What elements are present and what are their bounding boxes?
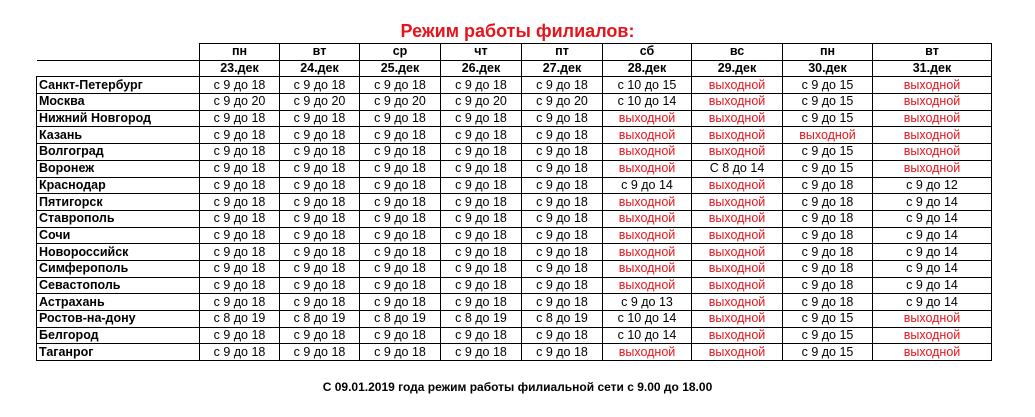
date-header: 25.дек <box>360 60 441 77</box>
working-hours-cell: с 9 до 15 <box>783 311 873 328</box>
working-hours-cell: с 9 до 14 <box>873 277 992 294</box>
day-off-cell: выходной <box>603 127 692 144</box>
date-header: 23.дек <box>200 60 280 77</box>
day-off-cell: выходной <box>603 160 692 177</box>
day-off-cell: выходной <box>603 194 692 211</box>
working-hours-cell: с 9 до 18 <box>200 177 280 194</box>
table-row <box>37 110 992 127</box>
working-hours-cell: с 9 до 18 <box>280 294 360 311</box>
day-of-week-header: чт <box>441 44 522 61</box>
table-row <box>37 77 992 94</box>
working-hours-cell: с 9 до 18 <box>200 110 280 127</box>
working-hours-cell: с 9 до 18 <box>441 144 522 161</box>
working-hours-cell: с 9 до 14 <box>873 227 992 244</box>
working-hours-cell: с 9 до 18 <box>200 227 280 244</box>
working-hours-cell: с 9 до 20 <box>360 94 441 111</box>
day-of-week-header: вт <box>280 44 360 61</box>
working-hours-cell: с 9 до 18 <box>200 244 280 261</box>
working-hours-cell: с 9 до 18 <box>360 194 441 211</box>
working-hours-cell: с 8 до 19 <box>522 311 603 328</box>
working-hours-cell: с 9 до 18 <box>200 294 280 311</box>
branch-name: Ставрополь <box>37 210 200 227</box>
working-hours-cell: с 9 до 14 <box>873 244 992 261</box>
working-hours-cell: с 9 до 18 <box>522 177 603 194</box>
working-hours-cell: с 10 до 14 <box>603 327 692 344</box>
working-hours-cell: с 9 до 18 <box>441 327 522 344</box>
working-hours-cell: с 9 до 14 <box>873 260 992 277</box>
working-hours-cell: с 9 до 18 <box>783 294 873 311</box>
day-off-cell: выходной <box>692 77 783 94</box>
working-hours-cell: с 9 до 18 <box>441 260 522 277</box>
working-hours-cell: с 9 до 18 <box>280 177 360 194</box>
working-hours-cell: с 9 до 18 <box>360 210 441 227</box>
working-hours-cell: с 9 до 18 <box>280 244 360 261</box>
working-hours-cell: с 9 до 18 <box>360 260 441 277</box>
working-hours-cell: с 9 до 18 <box>522 344 603 361</box>
footer-note: С 09.01.2019 года режим работы филиальной сети с 9.00 до 18.00 <box>322 380 713 394</box>
day-off-cell: выходной <box>603 244 692 261</box>
day-off-cell: выходной <box>783 127 873 144</box>
date-header: 28.дек <box>603 60 692 77</box>
working-hours-cell: с 9 до 18 <box>522 144 603 161</box>
day-off-cell: выходной <box>692 260 783 277</box>
working-hours-cell: с 9 до 18 <box>360 177 441 194</box>
day-of-week-header: пн <box>200 44 280 61</box>
working-hours-cell: с 9 до 15 <box>783 77 873 94</box>
day-off-cell: выходной <box>692 94 783 111</box>
working-hours-cell: с 9 до 18 <box>522 160 603 177</box>
working-hours-cell: с 9 до 15 <box>783 94 873 111</box>
working-hours-cell: с 8 до 19 <box>200 311 280 328</box>
day-of-week-header: пт <box>522 44 603 61</box>
working-hours-cell: с 9 до 18 <box>280 160 360 177</box>
day-off-cell: выходной <box>873 160 992 177</box>
branch-name: Таганрог <box>37 344 200 361</box>
working-hours-cell: с 8 до 19 <box>280 311 360 328</box>
working-hours-cell: с 9 до 18 <box>441 127 522 144</box>
table-row <box>37 177 992 194</box>
working-hours-cell: с 9 до 18 <box>200 144 280 161</box>
working-hours-cell: с 9 до 14 <box>603 177 692 194</box>
working-hours-cell: с 9 до 18 <box>200 160 280 177</box>
working-hours-cell: с 9 до 18 <box>441 194 522 211</box>
working-hours-cell: с 9 до 18 <box>522 227 603 244</box>
day-off-cell: выходной <box>692 144 783 161</box>
working-hours-cell: с 9 до 18 <box>360 160 441 177</box>
table-row <box>37 127 992 144</box>
header-corner <box>37 44 200 61</box>
working-hours-cell: с 9 до 18 <box>360 227 441 244</box>
working-hours-cell: с 9 до 18 <box>280 227 360 244</box>
working-hours-cell: с 9 до 18 <box>441 244 522 261</box>
working-hours-cell: с 9 до 18 <box>441 160 522 177</box>
table-row <box>37 294 992 311</box>
date-header: 24.дек <box>280 60 360 77</box>
date-header: 27.дек <box>522 60 603 77</box>
day-off-cell: выходной <box>873 110 992 127</box>
table-row <box>37 344 992 361</box>
day-off-cell: выходной <box>873 127 992 144</box>
working-hours-cell: с 9 до 18 <box>783 177 873 194</box>
day-off-cell: выходной <box>603 227 692 244</box>
branch-name: Ростов-на-дону <box>37 311 200 328</box>
working-hours-cell: с 9 до 20 <box>522 94 603 111</box>
day-of-week-header: вт <box>873 44 992 61</box>
table-row <box>37 311 992 328</box>
working-hours-cell: с 8 до 19 <box>441 311 522 328</box>
table-row <box>37 94 992 111</box>
working-hours-cell: с 9 до 18 <box>441 110 522 127</box>
working-hours-cell: с 9 до 18 <box>280 260 360 277</box>
working-hours-cell: с 9 до 18 <box>200 344 280 361</box>
day-off-cell: выходной <box>692 227 783 244</box>
day-off-cell: выходной <box>873 77 992 94</box>
date-header: 26.дек <box>441 60 522 77</box>
working-hours-cell: с 9 до 14 <box>873 210 992 227</box>
schedule-body <box>37 77 992 361</box>
day-off-cell: выходной <box>603 144 692 161</box>
working-hours-cell: с 9 до 15 <box>783 144 873 161</box>
working-hours-cell: с 9 до 15 <box>783 344 873 361</box>
working-hours-cell: с 9 до 18 <box>783 227 873 244</box>
table-row <box>37 260 992 277</box>
working-hours-cell: С 8 до 14 <box>692 160 783 177</box>
day-off-cell: выходной <box>692 127 783 144</box>
working-hours-cell: с 9 до 18 <box>280 110 360 127</box>
day-of-week-header: сб <box>603 44 692 61</box>
working-hours-cell: с 9 до 18 <box>522 77 603 94</box>
working-hours-cell: с 9 до 18 <box>522 194 603 211</box>
working-hours-cell: с 9 до 18 <box>360 294 441 311</box>
day-off-cell: выходной <box>873 311 992 328</box>
working-hours-cell: с 9 до 18 <box>783 277 873 294</box>
working-hours-cell: с 9 до 18 <box>280 77 360 94</box>
day-off-cell: выходной <box>603 210 692 227</box>
working-hours-cell: с 9 до 15 <box>783 110 873 127</box>
working-hours-cell: с 9 до 15 <box>783 160 873 177</box>
day-off-cell: выходной <box>692 110 783 127</box>
working-hours-cell: с 9 до 18 <box>280 127 360 144</box>
working-hours-cell: с 9 до 18 <box>522 244 603 261</box>
header-corner <box>37 60 200 77</box>
working-hours-cell: с 9 до 18 <box>783 210 873 227</box>
working-hours-cell: с 9 до 18 <box>360 77 441 94</box>
day-of-week-header: пн <box>783 44 873 61</box>
working-hours-cell: с 9 до 18 <box>360 110 441 127</box>
working-hours-cell: с 9 до 18 <box>280 194 360 211</box>
working-hours-cell: с 9 до 18 <box>522 260 603 277</box>
working-hours-cell: с 8 до 19 <box>360 311 441 328</box>
working-hours-cell: с 9 до 18 <box>200 127 280 144</box>
day-off-cell: выходной <box>873 344 992 361</box>
working-hours-cell: с 9 до 14 <box>873 294 992 311</box>
day-off-cell: выходной <box>692 311 783 328</box>
day-off-cell: выходной <box>692 327 783 344</box>
working-hours-cell: с 9 до 18 <box>441 227 522 244</box>
branch-name: Сочи <box>37 227 200 244</box>
schedule-table <box>36 43 992 361</box>
working-hours-cell: с 9 до 18 <box>360 127 441 144</box>
working-hours-cell: с 9 до 18 <box>441 277 522 294</box>
branch-name: Санкт-Петербург <box>37 77 200 94</box>
working-hours-cell: с 9 до 18 <box>522 110 603 127</box>
working-hours-cell: с 9 до 18 <box>200 327 280 344</box>
branch-name: Москва <box>37 94 200 111</box>
working-hours-cell: с 9 до 18 <box>360 327 441 344</box>
branch-name: Пятигорск <box>37 194 200 211</box>
day-off-cell: выходной <box>873 144 992 161</box>
page-title: Режим работы филиалов: <box>400 21 635 41</box>
working-hours-cell: с 9 до 18 <box>783 194 873 211</box>
header-row-dates <box>37 60 992 77</box>
table-row <box>37 244 992 261</box>
working-hours-cell: с 9 до 18 <box>360 244 441 261</box>
working-hours-cell: с 9 до 20 <box>200 94 280 111</box>
day-of-week-header: вс <box>692 44 783 61</box>
working-hours-cell: с 9 до 18 <box>522 294 603 311</box>
working-hours-cell: с 9 до 18 <box>522 327 603 344</box>
day-off-cell: выходной <box>603 277 692 294</box>
day-off-cell: выходной <box>692 244 783 261</box>
branch-name: Астрахань <box>37 294 200 311</box>
working-hours-cell: с 9 до 18 <box>200 194 280 211</box>
working-hours-cell: с 9 до 18 <box>280 144 360 161</box>
working-hours-cell: с 9 до 18 <box>280 327 360 344</box>
day-off-cell: выходной <box>692 194 783 211</box>
table-row <box>37 210 992 227</box>
table-row <box>37 144 992 161</box>
working-hours-cell: с 9 до 18 <box>280 277 360 294</box>
working-hours-cell: с 9 до 20 <box>441 94 522 111</box>
day-off-cell: выходной <box>692 294 783 311</box>
day-off-cell: выходной <box>692 344 783 361</box>
working-hours-cell: с 10 до 14 <box>603 94 692 111</box>
working-hours-cell: с 9 до 18 <box>360 277 441 294</box>
table-row <box>37 194 992 211</box>
working-hours-cell: с 9 до 14 <box>873 194 992 211</box>
branch-name: Новороссийск <box>37 244 200 261</box>
working-hours-cell: с 10 до 15 <box>603 77 692 94</box>
working-hours-cell: с 9 до 18 <box>280 344 360 361</box>
branch-name: Севастополь <box>37 277 200 294</box>
table-row <box>37 277 992 294</box>
day-off-cell: выходной <box>603 344 692 361</box>
working-hours-cell: с 9 до 18 <box>522 277 603 294</box>
working-hours-cell: с 9 до 18 <box>200 210 280 227</box>
working-hours-cell: с 9 до 18 <box>522 127 603 144</box>
branch-name: Белгород <box>37 327 200 344</box>
day-of-week-header: ср <box>360 44 441 61</box>
branch-name: Казань <box>37 127 200 144</box>
date-header: 30.дек <box>783 60 873 77</box>
working-hours-cell: с 9 до 18 <box>280 210 360 227</box>
day-off-cell: выходной <box>692 210 783 227</box>
working-hours-cell: с 9 до 18 <box>200 260 280 277</box>
branch-name: Симферополь <box>37 260 200 277</box>
day-off-cell: выходной <box>692 177 783 194</box>
working-hours-cell: с 9 до 18 <box>441 210 522 227</box>
working-hours-cell: с 9 до 18 <box>360 344 441 361</box>
working-hours-cell: с 9 до 18 <box>441 177 522 194</box>
working-hours-cell: с 9 до 18 <box>522 210 603 227</box>
date-header: 31.дек <box>873 60 992 77</box>
table-row <box>37 227 992 244</box>
working-hours-cell: с 9 до 18 <box>441 77 522 94</box>
working-hours-cell: с 9 до 18 <box>441 294 522 311</box>
working-hours-cell: с 9 до 18 <box>783 244 873 261</box>
table-row <box>37 327 992 344</box>
day-off-cell: выходной <box>603 260 692 277</box>
branch-name: Нижний Новгород <box>37 110 200 127</box>
header-row-weekdays <box>37 44 992 61</box>
branch-name: Воронеж <box>37 160 200 177</box>
date-header: 29.дек <box>692 60 783 77</box>
working-hours-cell: с 9 до 12 <box>873 177 992 194</box>
working-hours-cell: с 9 до 18 <box>783 260 873 277</box>
working-hours-cell: с 9 до 18 <box>200 277 280 294</box>
working-hours-cell: с 9 до 18 <box>441 344 522 361</box>
day-off-cell: выходной <box>873 94 992 111</box>
working-hours-cell: с 10 до 14 <box>603 311 692 328</box>
working-hours-cell: с 9 до 20 <box>280 94 360 111</box>
branch-name: Волгоград <box>37 144 200 161</box>
day-off-cell: выходной <box>603 110 692 127</box>
working-hours-cell: с 9 до 15 <box>783 327 873 344</box>
working-hours-cell: с 9 до 18 <box>360 144 441 161</box>
working-hours-cell: с 9 до 13 <box>603 294 692 311</box>
day-off-cell: выходной <box>873 327 992 344</box>
day-off-cell: выходной <box>692 277 783 294</box>
working-hours-cell: с 9 до 18 <box>200 77 280 94</box>
table-row <box>37 160 992 177</box>
branch-name: Краснодар <box>37 177 200 194</box>
